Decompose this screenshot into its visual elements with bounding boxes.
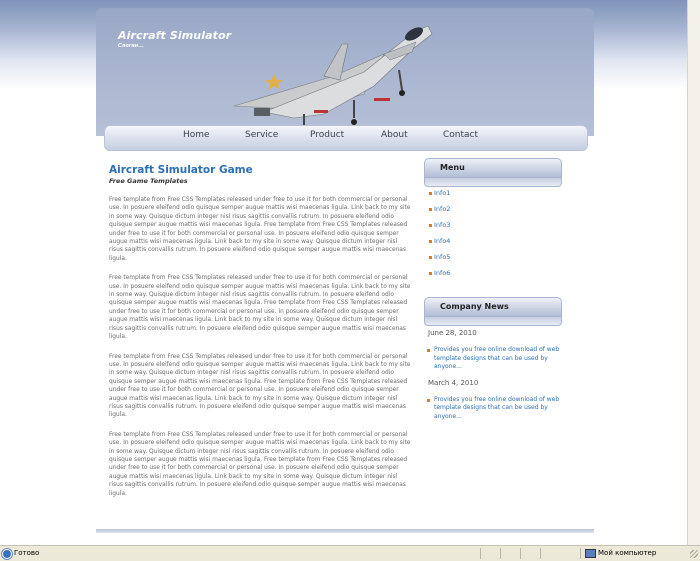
menu-box-subheader	[424, 178, 562, 187]
site-title: Aircraft Simulator	[118, 29, 232, 42]
content-subtitle: Free Game Templates	[109, 177, 188, 185]
menu-item	[424, 219, 562, 235]
menu-item	[424, 187, 562, 203]
nav-product[interactable]: Product	[310, 130, 345, 140]
menu-link-info5[interactable]: Info5	[434, 253, 451, 261]
news-text[interactable]: Provides you free online download of web template designs that can be used by anyone...	[434, 395, 560, 420]
menu-box-header	[424, 158, 562, 178]
bullet-icon	[429, 192, 432, 195]
status-divider	[520, 548, 521, 559]
menu-link-info2[interactable]: Info2	[434, 205, 451, 213]
menu-link-info4[interactable]: Info4	[434, 237, 451, 245]
computer-icon	[585, 549, 596, 558]
status-divider	[500, 548, 501, 559]
news-box-subheader	[424, 317, 562, 326]
news-date: March 4, 2010	[428, 378, 479, 387]
news-list	[424, 329, 562, 421]
menu-link-info3[interactable]: Info3	[434, 221, 451, 229]
content-title: Aircraft Simulator Game	[109, 164, 253, 176]
header	[96, 8, 594, 136]
news-title: Company News	[440, 302, 509, 311]
menu-link-info1[interactable]: Info1	[434, 189, 451, 197]
bullet-icon	[427, 349, 430, 352]
bullet-icon	[427, 399, 430, 402]
bullet-icon	[429, 240, 432, 243]
menu-title: Menu	[440, 163, 465, 172]
news-item[interactable]	[425, 396, 562, 422]
main-content	[109, 164, 411, 498]
footer-divider	[96, 529, 594, 533]
menu-item	[424, 267, 562, 283]
bullet-icon	[429, 272, 432, 275]
resize-grip-icon[interactable]	[690, 550, 698, 558]
news-box-header	[424, 297, 562, 317]
site-slogan: Слоган...	[118, 43, 144, 49]
menu-list	[424, 187, 562, 283]
sidebar	[424, 158, 562, 421]
status-text: Готово	[14, 549, 40, 557]
fighter-jet-image	[214, 14, 440, 132]
status-divider	[480, 548, 481, 559]
news-item[interactable]	[425, 346, 562, 372]
news-text[interactable]: Provides you free online download of web template designs that can be used by anyone...	[434, 346, 560, 370]
status-bar	[0, 545, 700, 561]
status-divider	[580, 548, 581, 559]
content-paragraph: Free template from Free CSS Templates released under free to use it for both commercial or personal use. In posuere eleifend odio quisque semper augue mattis wisi maecenas ligula. Link back to my site in some way. Quisque dictum integer nisl risus sagittis convallis rutrum. In posuere eleifend odio quisque semper augue mattis wisi maecenas ligula. Free template from Free CSS Templates released under free to use it for both commercial or personal use. In posuere eleifend odio quisque semper augue mattis wisi maecenas ligula. Link back to my site in some way. Quisque dictum integer nisl risus sagittis convallis rutrum. In posuere eleifend odio quisque semper augue mattis wisi maecenas ligula.	[109, 431, 411, 497]
nav-contact[interactable]: Contact	[443, 130, 479, 140]
ie-page-icon	[2, 549, 12, 559]
nav-home[interactable]: Home	[183, 130, 210, 140]
bullet-icon	[429, 256, 432, 259]
content-paragraph: Free template from Free CSS Templates released under free to use it for both commercial or personal use. In posuere eleifend odio quisque semper augue mattis wisi maecenas ligula. Link back to my site in some way. Quisque dictum integer nisl risus sagittis convallis rutrum. In posuere eleifend odio quisque semper augue mattis wisi maecenas ligula. Free template from Free CSS Templates released under free to use it for both commercial or personal use. In posuere eleifend odio quisque semper augue mattis wisi maecenas ligula. Link back to my site in some way. Quisque dictum integer nisl risus sagittis convallis rutrum. In posuere eleifend odio quisque semper augue mattis wisi maecenas ligula.	[109, 353, 411, 419]
menu-item	[424, 235, 562, 251]
main-nav	[104, 125, 588, 151]
vertical-scrollbar[interactable]	[687, 0, 700, 545]
status-zone: Мой компьютер	[598, 549, 657, 557]
nav-service[interactable]: Service	[245, 130, 279, 140]
menu-item	[424, 203, 562, 219]
menu-item	[424, 251, 562, 267]
nav-about[interactable]: About	[381, 130, 408, 140]
content-paragraph: Free template from Free CSS Templates released under free to use it for both commercial or personal use. In posuere eleifend odio quisque semper augue mattis wisi maecenas ligula. Link back to my site in some way. Quisque dictum integer nisl risus sagittis convallis rutrum. In posuere eleifend odio quisque semper augue mattis wisi maecenas ligula. Free template from Free CSS Templates released under free to use it for both commercial or personal use. In posuere eleifend odio quisque semper augue mattis wisi maecenas ligula. Link back to my site in some way. Quisque dictum integer nisl risus sagittis convallis rutrum. In posuere eleifend odio quisque semper augue mattis wisi maecenas ligula.	[109, 197, 411, 262]
content-paragraph: Free template from Free CSS Templates released under free to use it for both commercial or personal use. In posuere eleifend odio quisque semper augue mattis wisi maecenas ligula. Link back to my site in some way. Quisque dictum integer nisl risus sagittis convallis rutrum. In posuere eleifend odio quisque semper augue mattis wisi maecenas ligula. Free template from Free CSS Templates released under free to use it for both commercial or personal use. In posuere eleifend odio quisque semper augue mattis wisi maecenas ligula. Link back to my site in some way. Quisque dictum integer nisl risus sagittis convallis rutrum. In posuere eleifend odio quisque semper augue mattis wisi maecenas ligula.	[109, 275, 411, 341]
menu-link-info6[interactable]: Info6	[434, 269, 451, 277]
bullet-icon	[429, 224, 432, 227]
status-divider	[540, 548, 541, 559]
bullet-icon	[429, 208, 432, 211]
news-date: June 28, 2010	[428, 329, 477, 337]
